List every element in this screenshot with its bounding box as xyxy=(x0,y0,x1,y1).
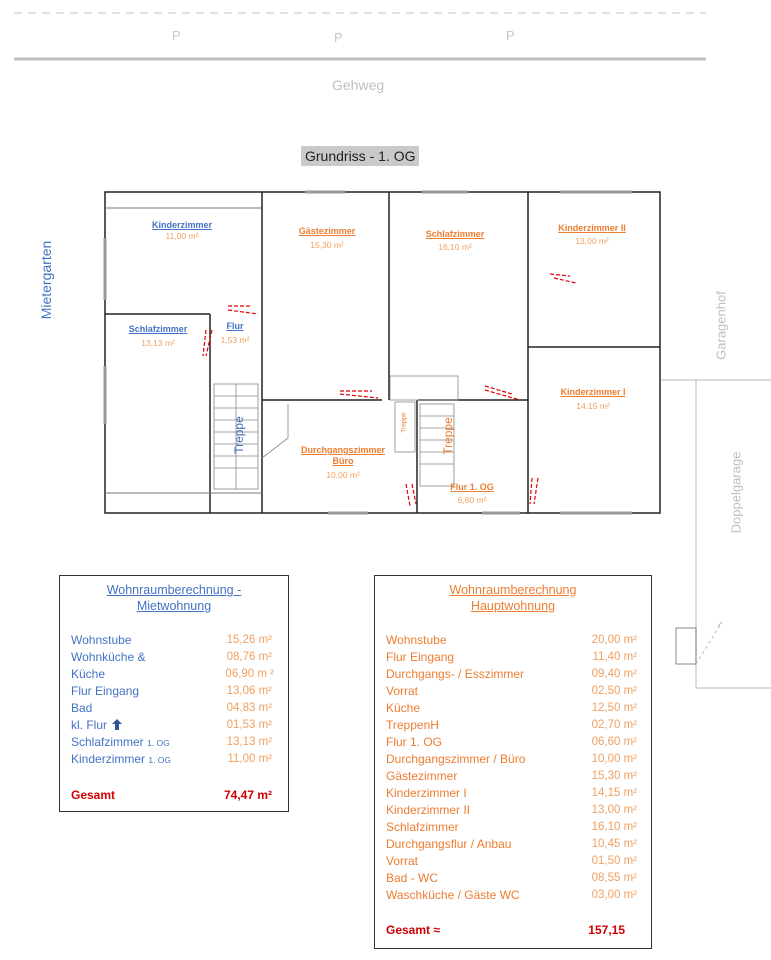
double-garage-label: Doppelgarage xyxy=(728,451,744,534)
table-row-value: 11,40 m² xyxy=(592,651,637,663)
room-name: Flur xyxy=(226,321,244,331)
table-row-label: Vorrat xyxy=(386,684,419,698)
table-row-label: Schlafzimmer xyxy=(386,820,459,834)
room-label xyxy=(430,482,514,506)
room-name: Gästezimmer xyxy=(298,226,356,236)
table-row-label: Bad - WC xyxy=(386,871,439,885)
table-row xyxy=(71,735,170,751)
table-row-value: 15,26 m² xyxy=(226,634,272,646)
table-row-value: 20,00 m² xyxy=(591,634,637,646)
table-row-value: 10,00 m² xyxy=(591,753,637,765)
table-row-label: Wohnküche & xyxy=(71,650,146,664)
room-area: 11,00 m² xyxy=(165,231,199,241)
table-row-label: Durchgangszimmer / Büro xyxy=(386,752,526,766)
room-area: 15,30 m² xyxy=(310,240,344,250)
table-row-value: 09,40 m² xyxy=(591,668,637,680)
table-row-label: Flur 1. OG xyxy=(386,735,443,749)
table-row-label: Kinderzimmer xyxy=(71,752,146,766)
table-row-value: 12,50 m² xyxy=(591,702,637,714)
table-row-suffix: 1. OG xyxy=(148,755,172,765)
table-row-value: 16,10 m² xyxy=(591,821,637,833)
garage-outline xyxy=(650,370,771,700)
garage-yard-label: Garagenhof xyxy=(713,291,729,360)
table-title: Mietwohnung xyxy=(136,599,212,613)
room-label xyxy=(275,226,379,251)
table-row-label: Küche xyxy=(386,701,421,715)
table-row xyxy=(71,718,122,733)
parking-label: P xyxy=(334,30,343,45)
table-row-value: 02,50 m² xyxy=(591,685,637,697)
table-title: Hauptwohnung xyxy=(470,599,556,613)
room-label xyxy=(403,229,507,253)
table-row-label: Schlafzimmer xyxy=(71,735,144,749)
table-row-value: 06,60 m² xyxy=(591,736,637,748)
table-row-value: 01,50 m² xyxy=(591,855,637,867)
rental-calculation-table xyxy=(59,575,289,812)
parking-label: P xyxy=(172,28,181,43)
table-row-value: 13,13 m² xyxy=(226,736,272,748)
room-name-line2: Büro xyxy=(332,456,354,466)
total-value: 74,47 m² xyxy=(223,788,272,802)
table-row-value: 02,70 m² xyxy=(591,719,637,731)
table-row-label: Wohnstube xyxy=(71,633,132,647)
stair-label-small: Treppe xyxy=(400,412,408,433)
table-title: Wohnraumberechnung - xyxy=(106,583,242,597)
tenant-garden-label: Mietergarten xyxy=(38,240,54,320)
table-row-value: 15,30 m² xyxy=(591,770,637,782)
stair-label: Treppe xyxy=(441,417,455,455)
table-row-value: 06,90 m ² xyxy=(225,668,274,680)
room-area: 1,53 m² xyxy=(220,335,250,345)
room-name: Durchgangszimmer xyxy=(300,445,386,455)
street-lines xyxy=(0,0,771,70)
table-row-label: Durchgangs- / Esszimmer xyxy=(386,667,525,681)
room-area: 16,10 m² xyxy=(438,242,472,252)
table-row-value: 10,45 m² xyxy=(591,838,637,850)
table-row-label: Bad xyxy=(71,701,93,715)
table-row-label: Flur Eingang xyxy=(71,684,140,698)
sidewalk-label: Gehweg xyxy=(332,77,385,93)
table-row-value: 03,00 m² xyxy=(591,889,637,901)
table-row-label: TreppenH xyxy=(386,718,439,732)
room-label xyxy=(130,220,234,242)
room-label xyxy=(288,445,398,481)
table-row-label: Gästezimmer xyxy=(386,769,458,783)
table-row-value: 11,00 m² xyxy=(227,753,272,765)
room-name: Kinderzimmer I xyxy=(560,387,626,397)
table-row-label: Flur Eingang xyxy=(386,650,455,664)
room-label xyxy=(210,321,260,346)
room-name: Schlafzimmer xyxy=(128,324,188,334)
room-area: 14,15 m² xyxy=(576,401,610,411)
total-label: Gesamt xyxy=(71,788,116,802)
total-label: Gesamt ≈ xyxy=(386,923,440,937)
parking-label: P xyxy=(506,28,515,43)
room-name: Kinderzimmer xyxy=(151,220,213,230)
room-area: 6,60 m² xyxy=(457,495,487,505)
room-label xyxy=(540,223,644,247)
table-row-label: kl. Flur xyxy=(71,718,107,732)
up-arrow-icon xyxy=(112,719,122,730)
table-row-value: 08,55 m² xyxy=(591,872,637,884)
table-row-label: Kinderzimmer II xyxy=(386,803,471,817)
table-title: Wohnraumberechnung xyxy=(449,583,577,597)
table-row-value: 13,00 m² xyxy=(591,804,637,816)
room-area: 13,13 m² xyxy=(141,338,175,348)
total-value: 157,15 xyxy=(588,923,625,937)
table-row-label: Vorrat xyxy=(386,854,419,868)
room-name: Kinderzimmer II xyxy=(558,223,626,233)
room-name: Schlafzimmer xyxy=(425,229,485,239)
table-row-label: Kinderzimmer I xyxy=(386,786,467,800)
room-label xyxy=(541,387,645,412)
stair-label: Treppe xyxy=(232,416,246,454)
table-row-value: 13,06 m² xyxy=(226,685,272,697)
plan-title: Grundriss - 1. OG xyxy=(301,146,419,166)
table-row-label: Wohnstube xyxy=(386,633,447,647)
main-calculation-table xyxy=(374,575,652,949)
room-area: 10,00 m² xyxy=(326,470,360,480)
room-area: 13,00 m² xyxy=(575,236,609,246)
room-label xyxy=(106,324,210,349)
table-row-label: Durchgangsflur / Anbau xyxy=(386,837,512,851)
table-row-suffix: 1. OG xyxy=(147,738,170,748)
table-row-value: 08,76 m² xyxy=(226,651,272,663)
table-row-value: 01,53 m² xyxy=(226,719,272,731)
room-name: Flur 1. OG xyxy=(450,482,494,492)
table-row-label: Waschküche / Gäste WC xyxy=(386,888,520,902)
table-row-label: Küche xyxy=(71,667,106,681)
table-row-value: 04,83 m² xyxy=(226,702,272,714)
table-row-value: 14,15 m² xyxy=(591,787,637,799)
table-row xyxy=(71,752,171,768)
